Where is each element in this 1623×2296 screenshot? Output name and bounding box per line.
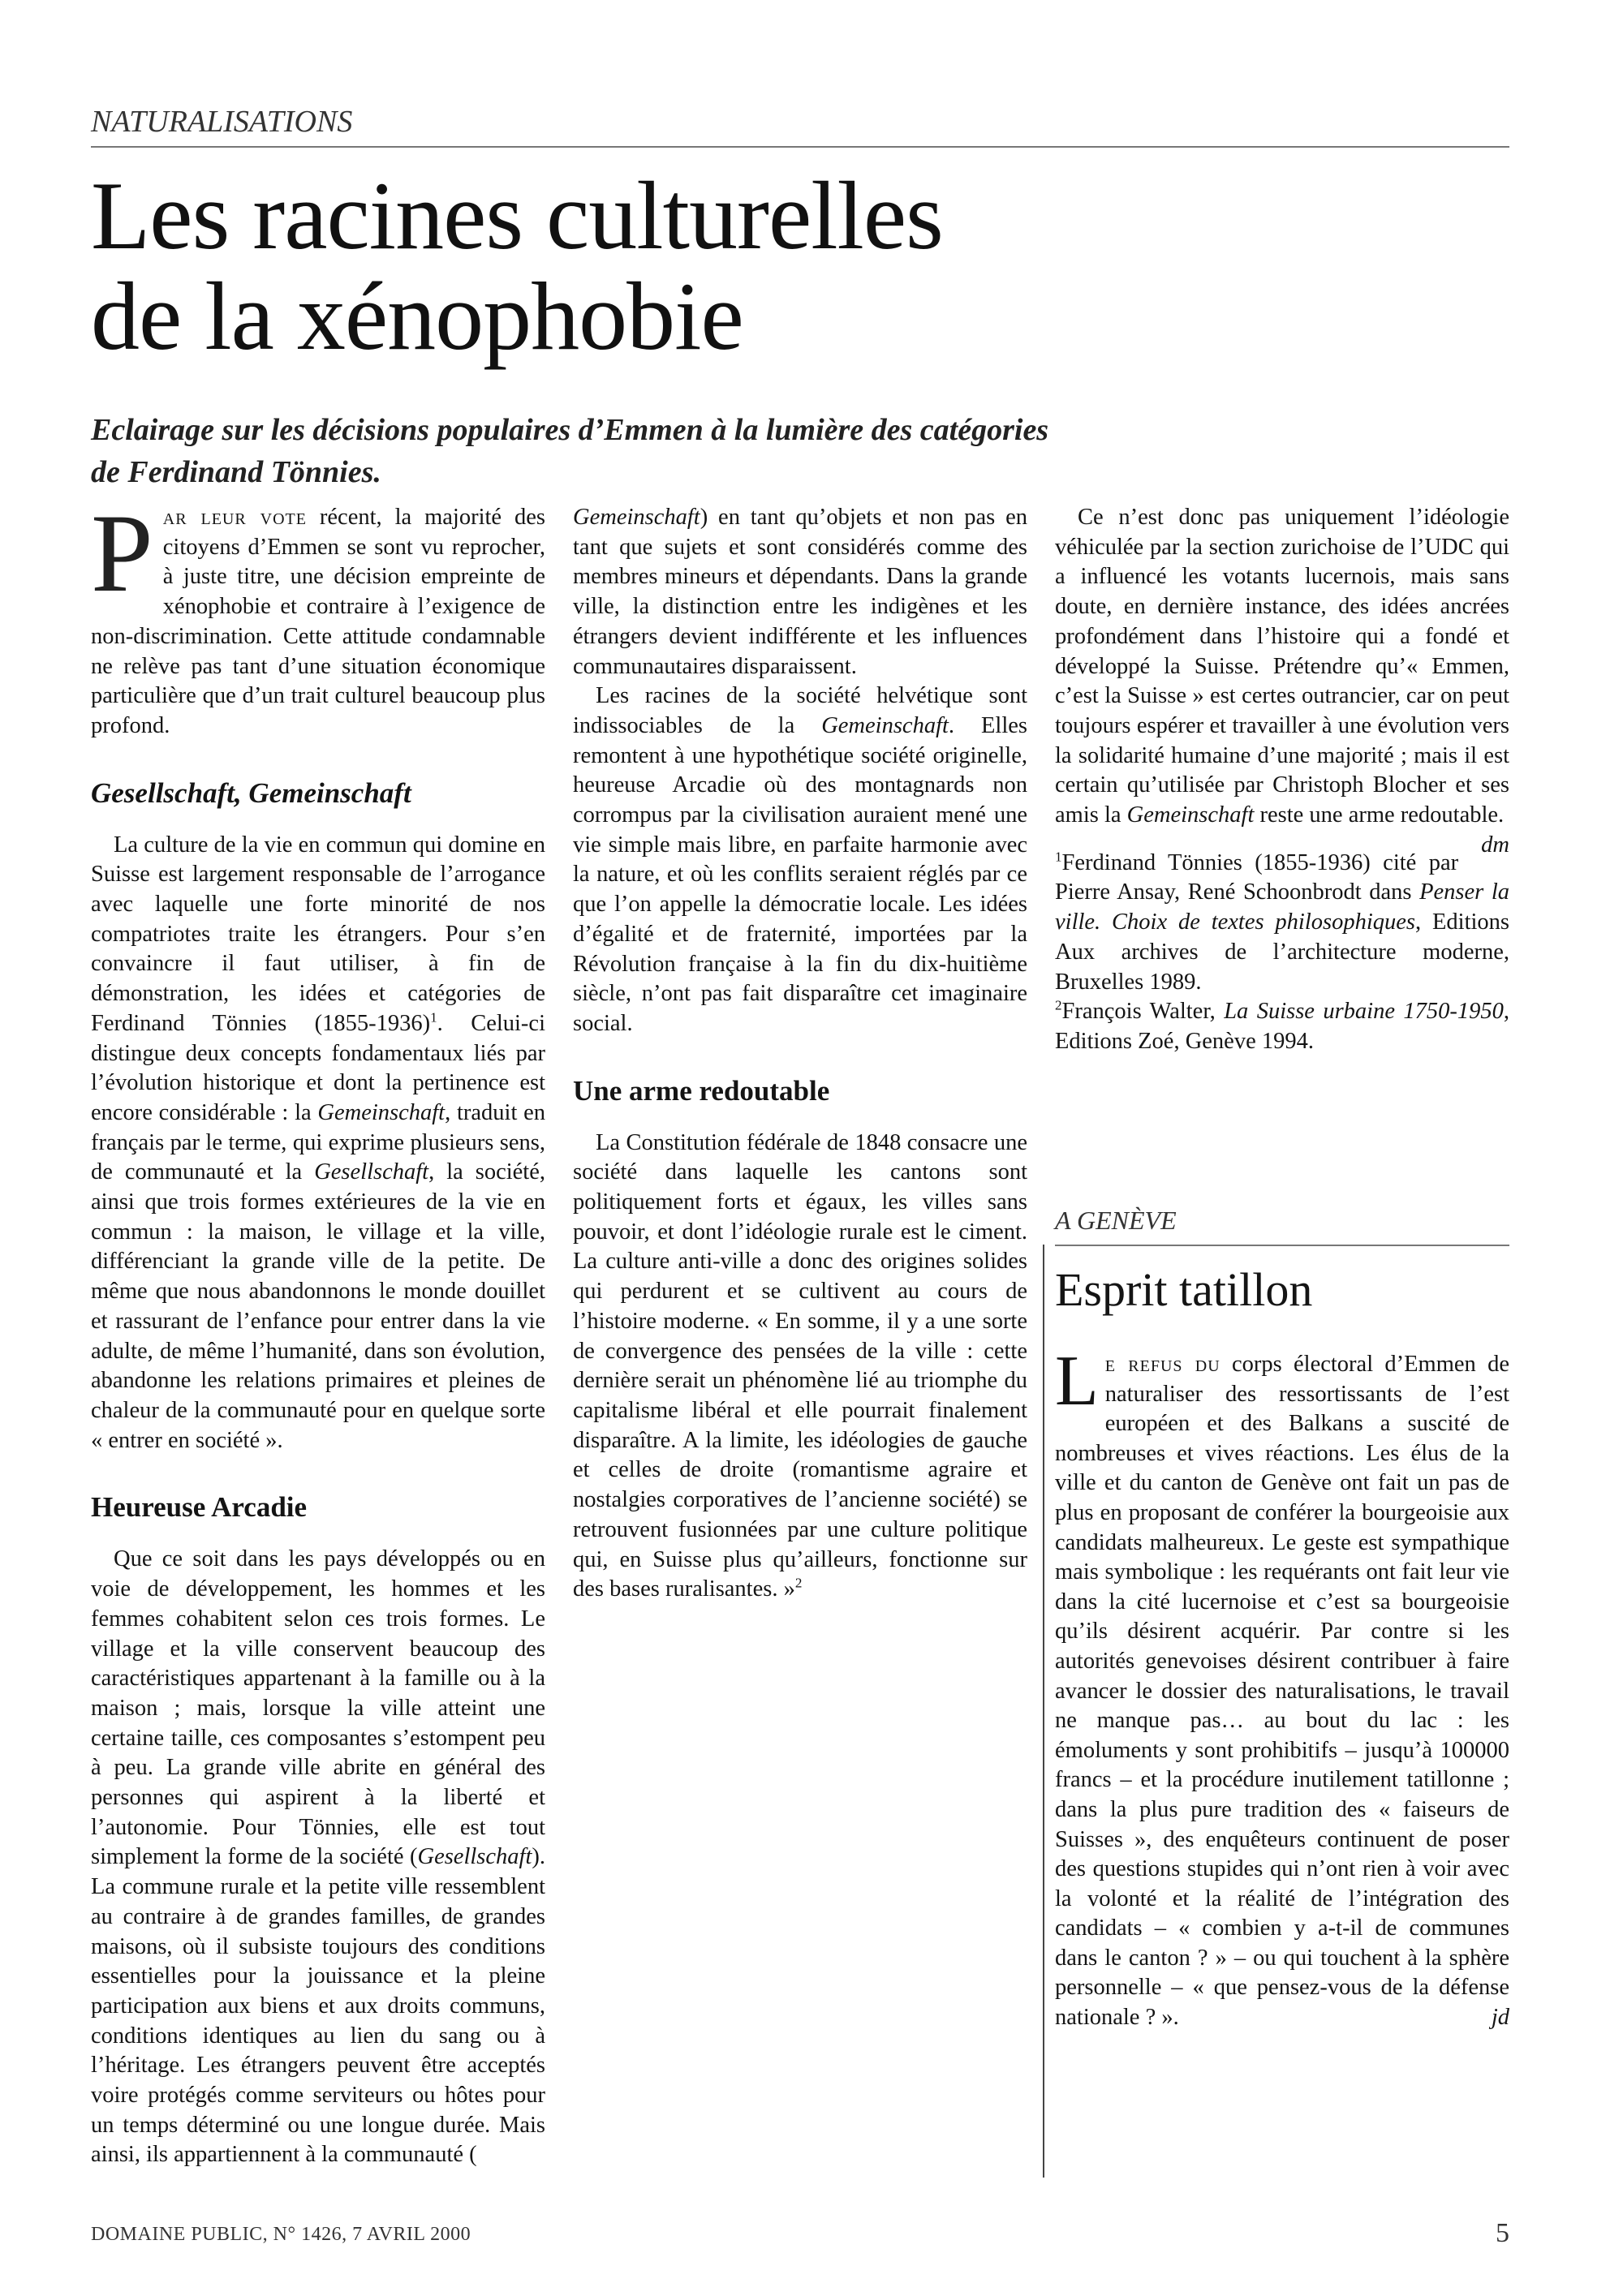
- text-run: , Editions Zoé, Genève 1994.: [1055, 999, 1509, 1054]
- italic-title: Penser la ville. Choix de textes philosophiques: [1055, 879, 1509, 935]
- headline: [91, 161, 1227, 370]
- italic-term: Gemeinschaft: [317, 1099, 446, 1125]
- text-run: Que ce soit dans les pays développés ou en voie de développement, les hommes et les femmes cohabitent selon ces trois formes. Le village et la ville conservent beaucoup des caractéristiques appartenant à la famille ou à la maison ; mais, lorsque la ville atteint une certaine taille, ces composantes s’estompent peu à peu. La grande ville abrite en général des personnes qui aspirent à la liberté et l’autonomie. Pour Tönnies, elle est tout simplement la forme de la société (: [91, 1546, 545, 1870]
- author-signature-jd: jd: [1491, 2005, 1509, 2031]
- dropcap-l: L: [1055, 1342, 1099, 1421]
- intro-smallcaps: ar leur vote: [162, 505, 307, 530]
- text-run: Ferdinand Tönnies (1855-1936) cité par Pierre Ansay, René Schoonbrodt dans: [1055, 849, 1459, 905]
- dropcap-p: P: [91, 491, 153, 615]
- text-run: François Walter,: [1061, 999, 1225, 1025]
- footnote-number: 2: [1055, 997, 1062, 1013]
- page: [91, 0, 1509, 2296]
- text-run: reste une arme redoutable.: [1254, 802, 1505, 828]
- footnote-number: 1: [1055, 849, 1062, 865]
- intro-paragraph: [91, 491, 546, 742]
- footnote-2: [1055, 997, 1509, 1056]
- box-paragraph: [1055, 1342, 1509, 2033]
- box-body: [1055, 1342, 1509, 2186]
- standfirst: [91, 409, 1357, 493]
- intro-text: récent, la majorité des citoyens d’Emmen se sont vu reprocher, à juste titre, une décision empreinte de xénophobie et contraire à l’exigence de non-discrimination. Cette attitude condamnable ne relève pas tant d’une situation économique particulière que d’un trait culturel beaucoup plus profond.: [91, 505, 546, 738]
- text-run: , la société, ainsi que trois formes extérieures de la vie en commun : la maison, le village et la ville, différenciant la grande ville de la petite. De même que nous abandonnons le monde douillet et rassurant de l’enfance pour entrer dans la vie adulte, de même l’humanité, dans son évolution, abandonne les relations primaires et pleines de chaleur de la communauté pour en quelque sorte « entrer en société ».: [91, 1159, 545, 1453]
- subheading-arcadie: Heureuse Arcadie: [91, 1491, 308, 1524]
- text-run: Les racines de la société helvétique sont indissociables de la: [573, 683, 1027, 738]
- column-3: [1055, 503, 1509, 1152]
- text-run: La culture de la vie en commun qui domine en Suisse est largement responsable de l’arrogance avec laquelle une forte minorité de nos compatriotes traite les étrangers. Pour s’en convaincre il faut utiliser, à fin de démonstration, les idées et catégories de Ferdinand Tönnies (1855-1936): [91, 832, 545, 1036]
- italic-title: La Suisse urbaine 1750-1950: [1224, 999, 1504, 1025]
- box-title: Esprit tatillon: [1055, 1263, 1313, 1316]
- section-kicker: NATURALISATIONS: [91, 105, 353, 139]
- headline-line-1: Les racines culturelles: [91, 161, 943, 269]
- footnote-1: [1055, 849, 1509, 998]
- text-run: Ce n’est donc pas uniquement l’idéologie véhiculée par la section zurichoise de l’UDC qui a influencé les votants lucernois, mais sans doute, en dernière instance, des idées ancrées profondément dans l’histoire qui a fondé et développé la Suisse. Prétendre qu’« Emmen, c’est la Suisse » est certes outrancier, car on peut toujours espérer et travailler à une évolution vers la solidarité humaine d’une majorité ; mais il est certain qu’utilisée par Christoph Blocher et ses amis la: [1055, 505, 1509, 828]
- subheading-gesellschaft-part-1: Gesellschaft: [91, 776, 235, 809]
- footnote-ref-1: 1: [430, 1009, 437, 1025]
- standfirst-line-1: Eclairage sur les décisions populaires d’Emmen à la lumière des catégories: [91, 413, 1049, 447]
- headline-line-2: de la xénophobie: [91, 262, 743, 370]
- subheading-separator: ,: [234, 776, 249, 809]
- text-run: La Constitution fédérale de 1848 consacre une société dans laquelle les cantons sont politiquement forts et égaux, les villes sans pouvoir, et dont l’idéologie rurale est le ciment. La culture anti-ville a donc des origines solides qui perdurent et se cultivent au cours de l’histoire moderne. « En somme, il y a une sorte de convergence des pensées de la ville : cette dernière serait un phénomène lié au triomphe du capitalisme libéral et elle pourrait finalement disparaître. A la limite, les idéologies de gauche et celles de droite (romantisme agraire et nostalgies corporatives de l’ancienne société) se retrouvent fusionnées par une culture politique qui, en Suisse plus qu’ailleurs, fonctionne sur des bases ruralisantes. »: [573, 1129, 1027, 1602]
- box-kicker: A GENÈVE: [1055, 1206, 1177, 1235]
- column-2: [573, 503, 1027, 2174]
- italic-term: Gesellschaft: [314, 1159, 429, 1185]
- footnote-ref-2: 2: [794, 1575, 803, 1591]
- footnotes: [1055, 849, 1509, 1057]
- paragraph-constitution: [573, 1129, 1027, 1605]
- box-smallcaps: e refus du: [1104, 1352, 1220, 1377]
- author-signature-dm: dm: [1481, 832, 1509, 858]
- text-run: ). La commune rurale et la petite ville ressemblent au contraire à de grandes familles, de grandes maisons, où il subsiste toujours des conditions essentielles pour la jouissance et la pleine participation aux biens et aux droits communs, conditions identiques au lien du sang ou à l’héritage. Les étrangers peuvent être acceptés voire protégés comme serviteurs ou hôtes pour un temps déterminé ou une longue durée. Mais ainsi, ils appartiennent à la communauté (: [91, 1844, 545, 2168]
- text-run: , Editions Aux archives de l’architecture moderne, Bruxelles 1989.: [1055, 909, 1509, 995]
- italic-term: Gemeinschaft: [1126, 802, 1255, 828]
- paragraph-conclusion: [1055, 503, 1509, 858]
- box-left-rule: [1043, 1245, 1044, 2178]
- italic-term: Gesellschaft: [417, 1844, 532, 1870]
- footer-publication: DOMAINE PUBLIC, N° 1426, 7 AVRIL 2000: [91, 2224, 471, 2245]
- column-1: [91, 491, 546, 2168]
- text-run: , traduit en français par le terme, qui exprime plusieurs sens, de communauté et la: [91, 1099, 545, 1185]
- paragraph-arcadie: [91, 1545, 545, 2170]
- italic-term: Gemeinschaft: [821, 712, 949, 738]
- subheading-arme: Une arme redoutable: [573, 1074, 830, 1107]
- text-run: . Elles remontent à une hypothétique société originelle, heureuse Arcadie où des montagnards non corrompus par la civilisation auraient mené une vie simple mais libre, en parfaite harmonie avec la nature, et où les conflits seraient réglés par ce que l’on appelle la démocratie locale. Les idées d’égalité et de fraternité, importées par la Révolution française à la fin du dix-huitième siècle, n’ont pas fait disparaître cet imaginaire social.: [573, 712, 1027, 1036]
- text-run: ) en tant qu’objets et non pas en tant que sujets et sont considérés comme des membres mineurs et dépendants. Dans la grande ville, la distinction entre les indigènes et les étrangers devient indifférente et les influences communautaires disparaissent.: [573, 505, 1027, 679]
- box-text: corps électoral d’Emmen de naturaliser des ressortissants de l’est européen et des Balkans a suscité de nombreuses et vives réactions. Les élus de la ville et du canton de Genève ont fait un pas de plus en proposant de conférer la bourgeoisie aux candidats malheureux. Le geste est sympathique mais symbolique : les requérants ont fait leur vie dans la cité lucernoise et c’est sa bourgeoisie qu’ils désirent acquérir. Par contre si les autorités genevoises désirent contribuer à faire avancer le dossier des naturalisations, le travail ne manque pas… au bout du lac : les émoluments y sont prohibitifs – jusqu’à 100000 francs – et la procédure inutilement tatillonne ; dans la plus pure tradition des « faiseurs de Suisses », des enquêteurs continuent de poser des questions stupides qui n’ont rien à voir avec la volonté et la réalité de l’intégration des candidats – « combien y a-t-il de communes dans le canton ? » – ou qui touchent à la sphère personnelle – « que pensez-vous de la défense nationale ? ».: [1055, 1352, 1509, 2031]
- box-top-rule: [1055, 1245, 1509, 1246]
- subheading-gesellschaft-part-2: Gemeinschaft: [248, 776, 411, 809]
- subheading-gesellschaft: [91, 777, 545, 810]
- italic-term: Gemeinschaft: [573, 505, 700, 530]
- kicker-rule: [91, 146, 1509, 148]
- paragraph-culture: [91, 831, 545, 1456]
- paragraph-arcadie-continued: [573, 503, 1027, 681]
- standfirst-line-2: de Ferdinand Tönnies.: [91, 455, 381, 489]
- paragraph-racines: [573, 681, 1027, 1038]
- text-run: . Celui-ci distingue deux concepts fondamentaux liés par l’évolution historique et dont la pertinence est encore considérable : la: [91, 1010, 545, 1125]
- page-number: 5: [1496, 2218, 1509, 2248]
